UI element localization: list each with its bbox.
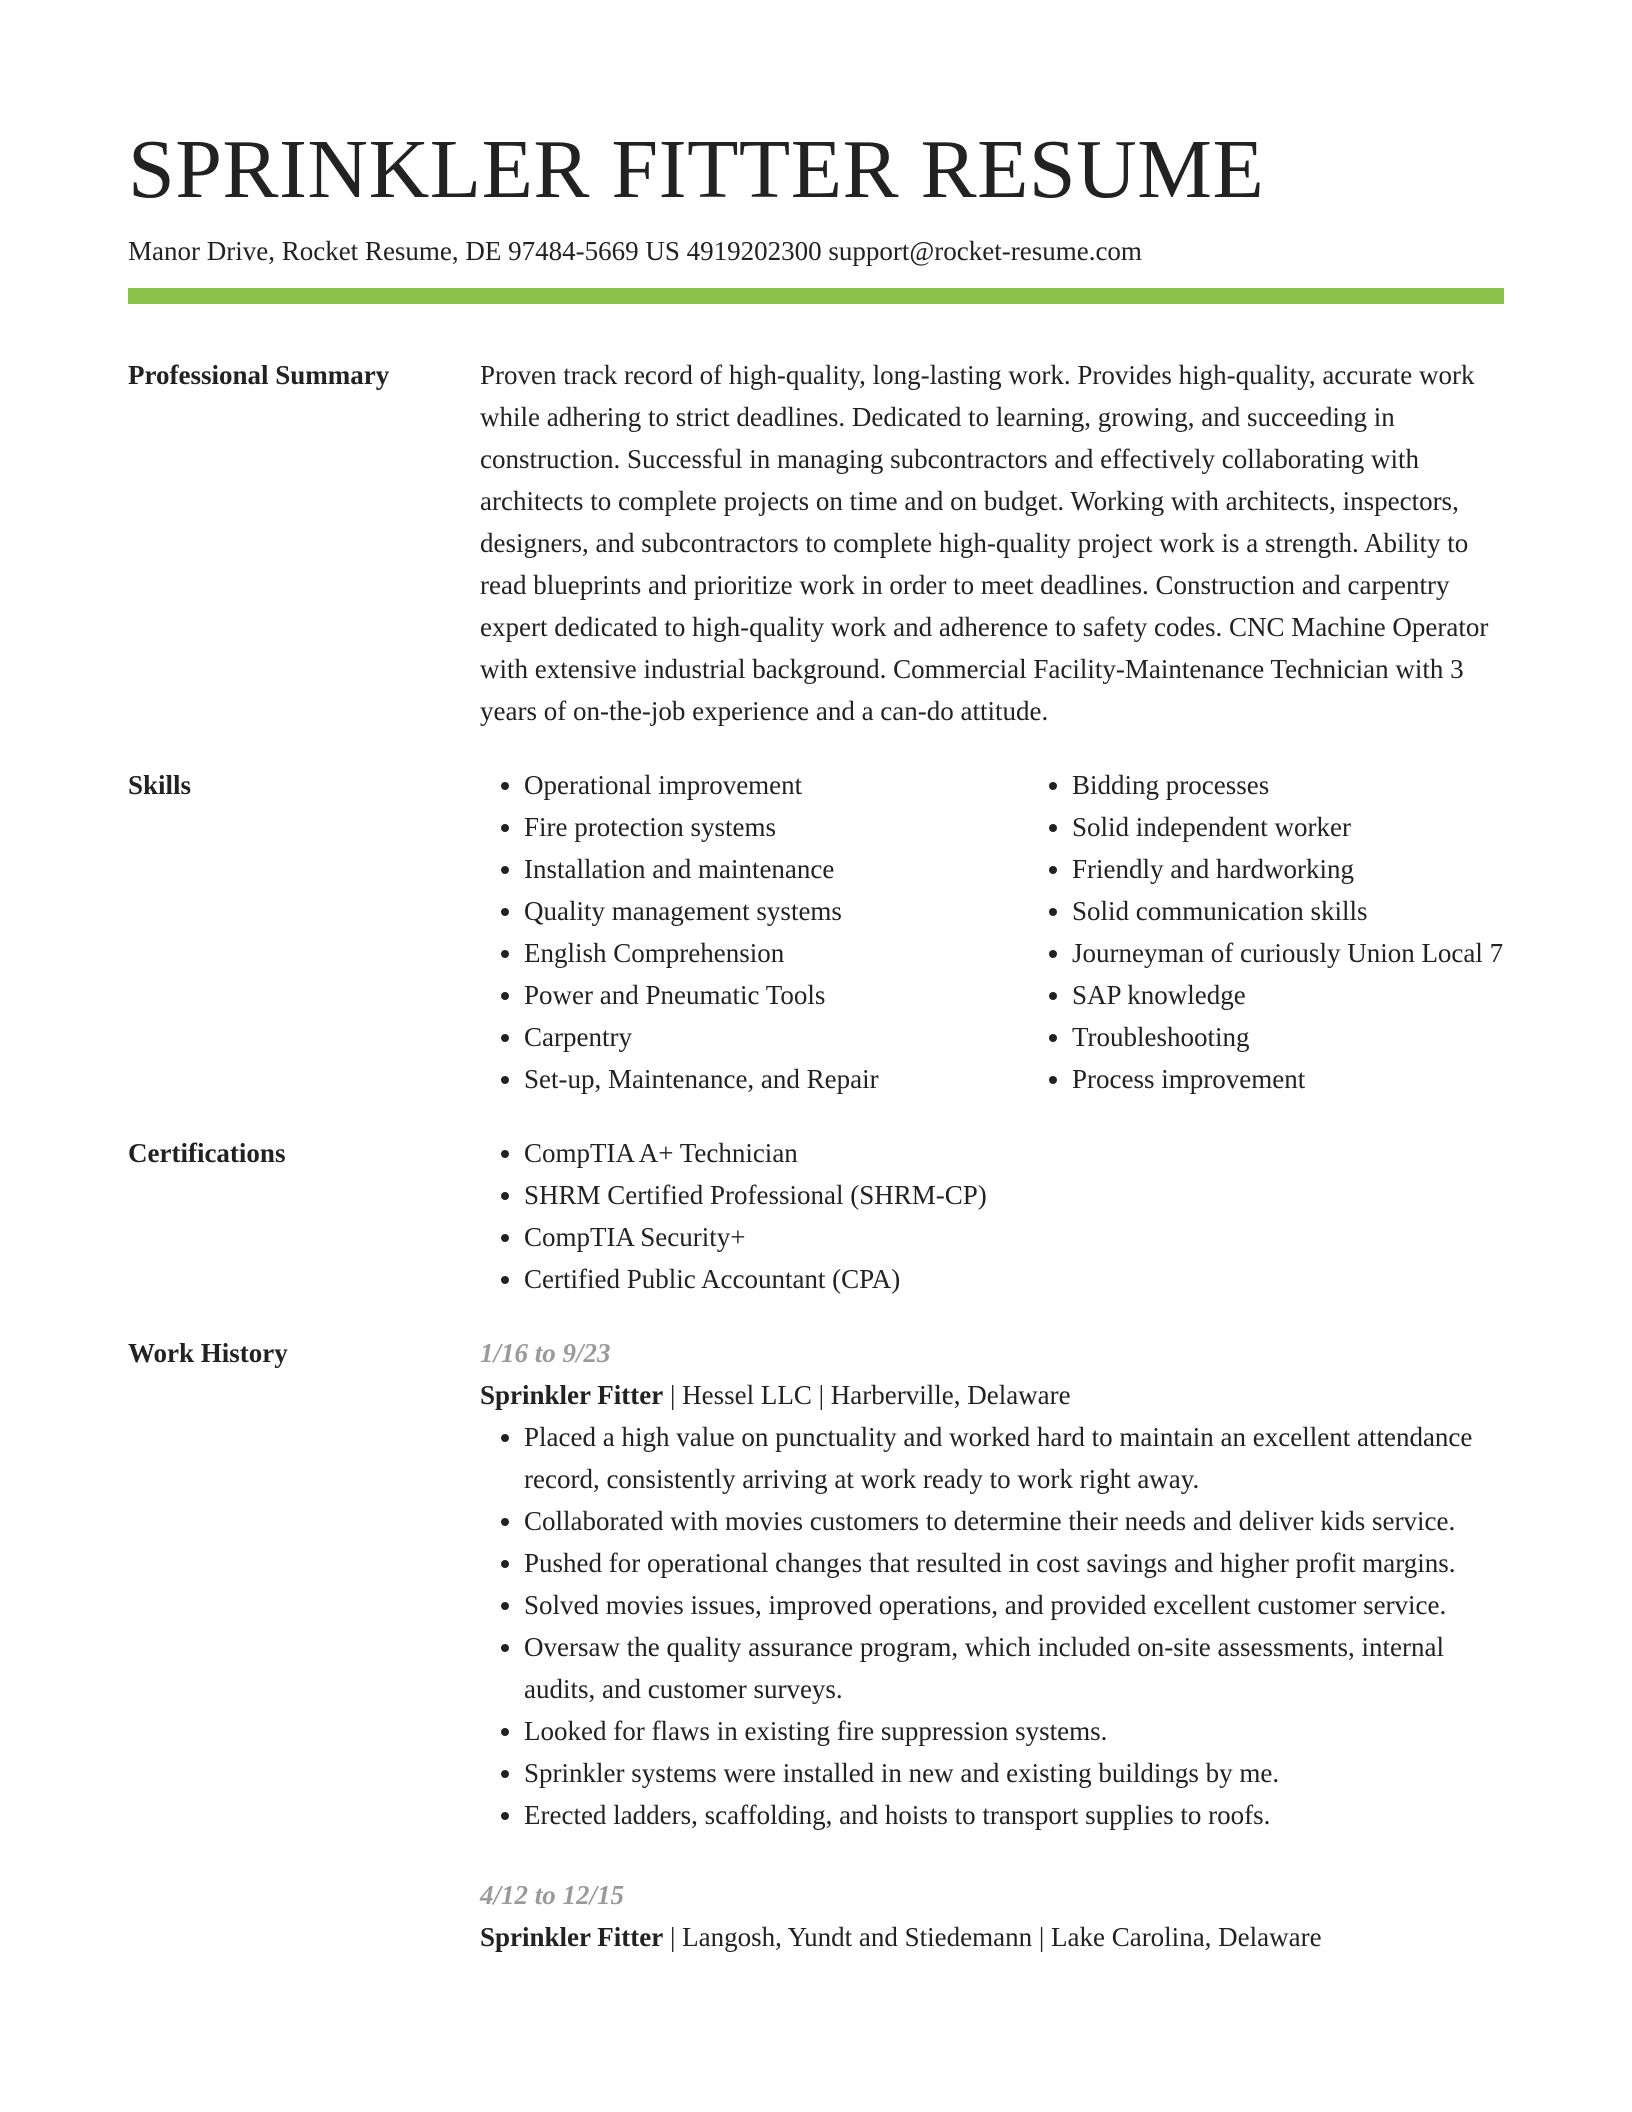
job-employer-location: | Langosh, Yundt and Stiedemann | Lake Carolina, Delaware: [663, 1922, 1322, 1952]
job-duty-item: • Looked for flaws in existing fire suppression systems.: [524, 1710, 1504, 1752]
skill-item: • Operational improvement: [524, 764, 1028, 806]
work-history-section: [128, 1332, 1504, 1958]
certifications-list: [480, 1132, 1504, 1300]
job-title-line: [480, 1374, 1504, 1416]
job-dates: 4/12 to 12/15: [480, 1880, 625, 1910]
certification-item: • CompTIA A+ Technician: [524, 1132, 1504, 1174]
certification-item: • CompTIA Security+: [524, 1216, 1504, 1258]
skill-item: • Solid independent worker: [1072, 806, 1504, 848]
certification-item: • SHRM Certified Professional (SHRM-CP): [524, 1174, 1504, 1216]
job-duty-item: • Placed a high value on punctuality and worked hard to maintain an excellent attendance record, consistently arriving at work ready to work right away.: [524, 1416, 1504, 1500]
skill-item: • Bidding processes: [1072, 764, 1504, 806]
job-duty-item: • Oversaw the quality assurance program, which included on-site assessments, internal audits, and customer surveys.: [524, 1626, 1504, 1710]
skills-section: [128, 764, 1504, 1100]
job-duty-item: • Erected ladders, scaffolding, and hoists to transport supplies to roofs.: [524, 1794, 1504, 1836]
job-employer-location: | Hessel LLC | Harberville, Delaware: [663, 1380, 1071, 1410]
skill-item: • Solid communication skills: [1072, 890, 1504, 932]
skills-columns: [480, 764, 1504, 1100]
resume-title: SPRINKLER FITTER RESUME: [128, 123, 1265, 216]
skill-item: • Quality management systems: [524, 890, 1028, 932]
skill-item: • Carpentry: [524, 1016, 1028, 1058]
contact-line: Manor Drive, Rocket Resume, DE 97484-5669 US 4919202300 support@rocket-resume.com: [128, 236, 1142, 266]
certifications-section: [128, 1132, 1504, 1300]
section-label-summary: Professional Summary: [128, 360, 390, 390]
section-label-work-history: Work History: [128, 1338, 288, 1368]
job-duty-item: • Collaborated with movies customers to determine their needs and deliver kids service.: [524, 1500, 1504, 1542]
skill-item: • Power and Pneumatic Tools: [524, 974, 1028, 1016]
accent-divider: [128, 288, 1504, 304]
skills-list-left: [480, 764, 1028, 1100]
skills-list-right: [1028, 764, 1504, 1100]
certification-item: • Certified Public Accountant (CPA): [524, 1258, 1504, 1300]
resume-page: [128, 0, 1504, 1958]
section-label-skills: Skills: [128, 770, 192, 800]
job-entry: [480, 1332, 1504, 1836]
job-duty-item: • Sprinkler systems were installed in new and existing buildings by me.: [524, 1752, 1504, 1794]
skill-item: • Fire protection systems: [524, 806, 1028, 848]
work-history-body: [480, 1332, 1504, 1958]
job-entry: [480, 1874, 1504, 1958]
skill-item: • Installation and maintenance: [524, 848, 1028, 890]
skill-item: • Journeyman of curiously Union Local 7: [1072, 932, 1504, 974]
certifications-body: [480, 1132, 1504, 1300]
job-duty-item: • Pushed for operational changes that resulted in cost savings and higher profit margins.: [524, 1542, 1504, 1584]
skill-item: • SAP knowledge: [1072, 974, 1504, 1016]
summary-text: Proven track record of high-quality, long-lasting work. Provides high-quality, accurate work while adhering to strict deadlines. Dedicated to learning, growing, and succeeding in construction. Successful in managing subcontractors and effectively collaborating with architects to complete projects on time and on budget. Working with architects, inspectors, designers, and subcontractors to complete high-quality project work is a strength. Ability to read blueprints and prioritize work in order to meet deadlines. Construction and carpentry expert dedicated to high-quality work and adherence to safety codes. CNC Machine Operator with extensive industrial background. Commercial Facility-Maintenance Technician with 3 years of on-the-job experience and a can-do attitude.: [480, 360, 1489, 726]
section-label-certifications: Certifications: [128, 1138, 286, 1168]
job-title: Sprinkler Fitter: [480, 1380, 664, 1410]
job-title: Sprinkler Fitter: [480, 1922, 664, 1952]
job-duty-item: • Solved movies issues, improved operations, and provided excellent customer service.: [524, 1584, 1504, 1626]
skill-item: • English Comprehension: [524, 932, 1028, 974]
job-dates: 1/16 to 9/23: [480, 1338, 611, 1368]
skill-item: • Friendly and hardworking: [1072, 848, 1504, 890]
skill-item: • Set-up, Maintenance, and Repair: [524, 1058, 1028, 1100]
skill-item: • Troubleshooting: [1072, 1016, 1504, 1058]
skill-item: • Process improvement: [1072, 1058, 1504, 1100]
job-title-line: [480, 1916, 1504, 1958]
professional-summary-section: [128, 354, 1504, 732]
job-duties-list: [480, 1416, 1504, 1836]
